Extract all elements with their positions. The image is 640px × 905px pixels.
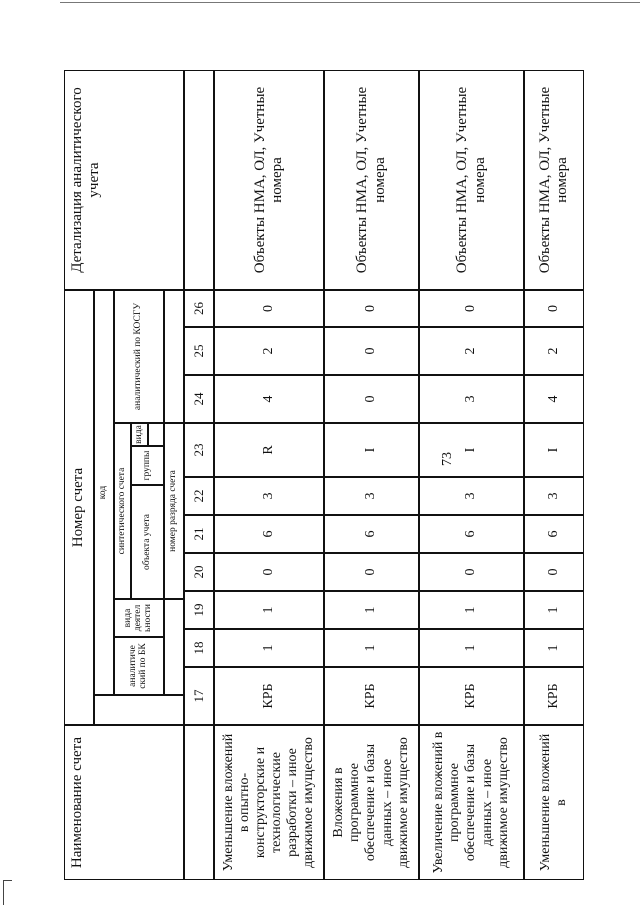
row-3-digit-19: 1: [419, 591, 524, 629]
header-analytic-detail: Детализация аналитического учета: [64, 70, 184, 290]
row-3-digit-18: 1: [419, 629, 524, 667]
row-1-detail: Объекты НМА, ОЛ, Учетные номера: [214, 70, 324, 290]
header-synthetic-account: синтетического счета: [114, 423, 131, 599]
row-4-digit-21: 6: [524, 515, 584, 553]
row-4-digit-18: 1: [524, 629, 584, 667]
row-2-digit-19: 1: [324, 591, 419, 629]
digit-row-detail-spacer: [184, 70, 214, 290]
row-3-digit-23: I: [419, 423, 524, 477]
header-digit-number: номер разряда счета: [164, 423, 184, 599]
row-2-digit-20: 0: [324, 553, 419, 591]
row-2-digit-22: 3: [324, 477, 419, 515]
row-3-digit-25: 2: [419, 327, 524, 375]
row-1-digit-19: 1: [214, 591, 324, 629]
header-account-name: Наименование счета: [64, 725, 184, 880]
digit-number-20: 20: [184, 553, 214, 591]
row-1-account-name: Уменьшение вложений в опытно-конструкторские и технологические разработки – иное движимое имущество: [214, 725, 324, 880]
page-corner-mark: [3, 880, 12, 905]
header-code: код: [94, 290, 114, 695]
digit-number-23: 23: [184, 423, 214, 477]
header-activity-type: вида деятел ьности: [114, 599, 164, 637]
row-1-digit-22: 3: [214, 477, 324, 515]
header-analytic-bk: аналитиче ский по БК: [114, 637, 164, 695]
digit-number-21: 21: [184, 515, 214, 553]
header-kind: вида: [131, 423, 148, 446]
row-4-digit-26: 0: [524, 290, 584, 327]
page-number: 73: [440, 452, 455, 466]
row-4-account-name: Уменьшение вложений в: [524, 725, 584, 880]
header-digit-spacer-right: [164, 290, 184, 423]
header-code-corner: [94, 695, 184, 725]
digit-number-18: 18: [184, 629, 214, 667]
row-1-digit-23: R: [214, 423, 324, 477]
row-2-digit-18: 1: [324, 629, 419, 667]
row-2-detail: Объекты НМА, ОЛ, Учетные номера: [324, 70, 419, 290]
row-1-digit-18: 1: [214, 629, 324, 667]
row-2-digit-17: КРБ: [324, 667, 419, 725]
row-2-digit-24: 0: [324, 375, 419, 423]
digit-row-name-spacer: [184, 725, 214, 880]
row-2-digit-21: 6: [324, 515, 419, 553]
digit-number-17: 17: [184, 667, 214, 725]
row-3-detail: Объекты НМА, ОЛ, Учетные номера: [419, 70, 524, 290]
row-3-digit-26: 0: [419, 290, 524, 327]
row-1-digit-20: 0: [214, 553, 324, 591]
header-kind-spacer: [148, 423, 164, 446]
row-4-digit-25: 2: [524, 327, 584, 375]
row-1-digit-21: 6: [214, 515, 324, 553]
row-2-account-name: Вложения в программное обеспечение и базы данных – иное движимое имущество: [324, 725, 419, 880]
row-1-digit-25: 2: [214, 327, 324, 375]
row-4-digit-24: 4: [524, 375, 584, 423]
row-4-digit-23: I: [524, 423, 584, 477]
row-4-digit-22: 3: [524, 477, 584, 515]
row-4-digit-19: 1: [524, 591, 584, 629]
header-digit-spacer-left: [164, 599, 184, 695]
digit-number-19: 19: [184, 591, 214, 629]
row-3-digit-24: 3: [419, 375, 524, 423]
digit-number-22: 22: [184, 477, 214, 515]
row-1-digit-17: КРБ: [214, 667, 324, 725]
row-2-digit-25: 0: [324, 327, 419, 375]
digit-number-24: 24: [184, 375, 214, 423]
row-3-account-name: Увеличение вложений в программное обеспечение и базы данных – иное движимое имущество: [419, 725, 524, 880]
row-4-digit-17: КРБ: [524, 667, 584, 725]
accounts-table: [64, 70, 584, 880]
digit-number-26: 26: [184, 290, 214, 327]
header-account-number: Номер счета: [64, 290, 94, 725]
header-analytic-kosgu: аналитический по КОСГУ: [114, 290, 164, 423]
row-4-digit-20: 0: [524, 553, 584, 591]
page-top-rule: [60, 2, 640, 3]
row-3-digit-17: КРБ: [419, 667, 524, 725]
row-3-digit-20: 0: [419, 553, 524, 591]
header-group: группы: [131, 446, 164, 485]
header-account-object: объекта учета: [131, 485, 164, 599]
row-4-detail: Объекты НМА, ОЛ, Учетные номера: [524, 70, 584, 290]
row-1-digit-26: 0: [214, 290, 324, 327]
digit-number-25: 25: [184, 327, 214, 375]
row-2-digit-26: 0: [324, 290, 419, 327]
row-2-digit-23: I: [324, 423, 419, 477]
row-1-digit-24: 4: [214, 375, 324, 423]
row-3-digit-21: 6: [419, 515, 524, 553]
row-3-digit-22: 3: [419, 477, 524, 515]
